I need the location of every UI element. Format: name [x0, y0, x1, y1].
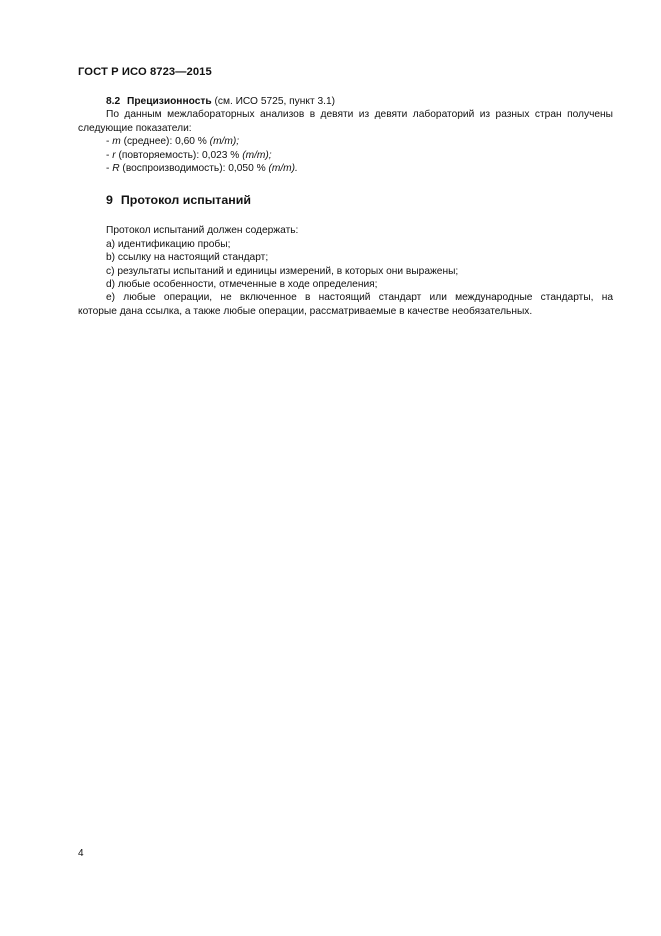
report-item-e-line-2: которые дана ссылка, а также любые операции, рассматриваемые в качестве необязательных.	[78, 305, 533, 317]
item-description: (среднее): 0,60 %	[120, 136, 210, 148]
clause-8-2-heading	[78, 95, 613, 108]
item-unit: (m/m);	[242, 149, 272, 161]
report-item-e-line-1: e) любые операции, не включенное в настоящий стандарт или международные стандарты, на	[106, 292, 613, 304]
item-unit: (m/m);	[209, 136, 240, 148]
list-dash: -	[106, 149, 113, 161]
report-item-d: d) любые особенности, отмеченные в ходе определения;	[106, 279, 378, 291]
item-description: (воспроизводимость): 0,050 %	[119, 163, 269, 175]
page-number: 4	[78, 848, 84, 859]
list-dash: -	[106, 163, 113, 175]
section-number: 9	[106, 193, 113, 208]
precision-item-mean	[78, 135, 613, 148]
section-9-heading	[78, 193, 613, 208]
page-header-standard-code: ГОСТ Р ИСО 8723—2015	[78, 66, 212, 78]
section-title: Протокол испытаний	[120, 193, 251, 208]
clause-title: Прецизионность	[127, 96, 212, 107]
item-description: (повторяемость): 0,023 %	[115, 149, 243, 161]
report-item-a: a) идентификацию пробы;	[106, 238, 231, 250]
clause-number: 8.2	[106, 96, 121, 107]
symbol-r: r	[112, 149, 116, 161]
clause-reference: (см. ИСО 5725, пункт 3.1)	[211, 96, 335, 107]
symbol-R: R	[112, 163, 120, 175]
precision-intro-line-2: следующие показатели:	[78, 122, 192, 134]
precision-item-repeatability	[78, 149, 613, 162]
report-intro: Протокол испытаний должен содержать:	[106, 225, 299, 237]
item-unit: (m/m).	[268, 163, 298, 175]
precision-item-reproducibility	[78, 162, 613, 175]
report-item-c: c) результаты испытаний и единицы измерений, в которых они выражены;	[106, 265, 459, 277]
symbol-m: m	[112, 136, 121, 148]
report-item-b: b) ссылку на настоящий стандарт;	[106, 252, 269, 264]
list-dash: -	[106, 136, 113, 148]
document-body	[78, 95, 613, 318]
precision-intro-line-1: По данным межлабораторных анализов в девяти из девяти лабораторий из разных стран получены	[106, 109, 613, 121]
